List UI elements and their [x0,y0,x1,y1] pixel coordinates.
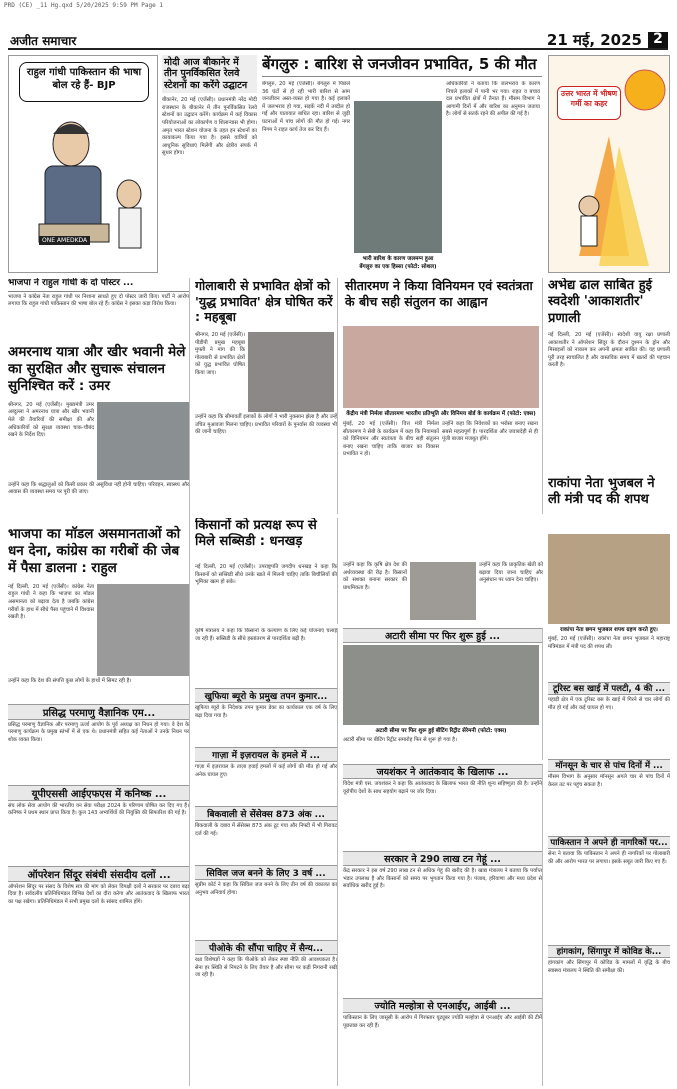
story-body: मौसम विभाग के अनुसार मॉनसून अगले चार से पांच दिनों में केरल तट पर पहुंच सकता है। [548,774,670,788]
cartoon-speech-bubble: उत्तर भारत में भीषण गर्मी का कहर [557,86,621,120]
story-body: केंद्र सरकार ने इस वर्ष 290 लाख टन से अधिक गेहूं की खरीद की है। खाद्य मंत्रालय ने बताया कि पर्याप्त भंडार उपलब्ध है और किसानों को समय पर भुगतान किया गया है। पंजाब, हरियाणा और मध्य प्रदेश से सर्वाधिक खरीद हुई है। [343,868,542,890]
newspaper-name: अजीत समाचार [10,34,77,48]
story-body: प्रसिद्ध परमाणु वैज्ञानिक और परमाणु ऊर्जा आयोग के पूर्व अध्यक्ष का निधन हो गया। वे देश के परमाणु कार्यक्रम के प्रमुख स्तंभों में से एक थे। प्रधानमंत्री सहित कई नेताओं ने उनके निधन पर शोक व्यक्त किया। [8,721,189,743]
story-body: रक्षा विशेषज्ञों ने कहा कि पीओके को लेकर स्पष्ट नीति की आवश्यकता है। सेना हर स्थिति से निपटने के लिए तैयार है और सीमा पर कड़ी निगरानी रखी जा रही है। [195,957,337,979]
headline: मोदी आज बीकानेर में तीन पुनर्विकसित रेलवे स्टेशनों का करेंगे उद्घाटन [162,55,257,93]
right-column [548,278,670,1086]
story-body: कृषि मंत्रालय ने कहा कि किसानों के कल्याण के लिए कई योजनाएं चलाई जा रही हैं। सब्सिडी के सीधे हस्तांतरण से पारदर्शिता बढ़ी है। [195,628,337,642]
story-body-2: उन्होंने कहा कि देश की संपत्ति कुछ लोगों के हाथों में सिमट रही है। [8,677,132,684]
story-body: भाजपा ने कांग्रेस नेता राहुल गांधी पर निशाना साधते हुए दो पोस्टर जारी किए। पार्टी ने आरोप लगाया कि राहुल गांधी पाकिस्तान की भाषा बोल रहे हैं। कांग्रेस ने इसका कड़ा विरोध किया। [8,293,189,308]
headline-bus: टूरिस्ट बस खाई में पलटी, 4 की ... [548,682,670,695]
issue-date: 21 मई, 2025 [546,32,642,49]
headline-gaza: गाज़ा में इज़रायल के हमले में ... [195,747,337,762]
story-body-2: उन्होंने कहा कि सीमावर्ती इलाकों के लोगों ने भारी नुकसान झेला है और उन्हें उचित मुआवजा मिलना चाहिए। प्रभावित परिवारों के पुनर्वास की व्यवस्था भी की जानी चाहिए। [195,414,337,436]
headline-monsoon: मॉनसून के चार से पांच दिनों में ... [548,759,670,772]
sun-drawing [549,56,670,273]
headline-jaishankar: जयशंकर ने आतंकवाद के खिलाफ ... [343,764,542,779]
photo-caption: केंद्रीय मंत्री निर्मला सीतारमण भारतीय प्रतिभूति और विनिमय बोर्ड के कार्यक्रम में (फोटो: एक्स) [343,408,539,418]
sitharaman-photo [343,326,539,418]
headline-judge: सिविल जज बनने के लिए 3 वर्ष ... [195,865,337,880]
headline-wheat: सरकार ने 290 लाख टन गेहूं ... [343,851,542,866]
headline-scientist: प्रसिद्ध परमाणु वैज्ञानिक एम... [8,704,190,720]
headline-congress: भाजपा का मॉडल असमानताओं को धन देना, कांग्रेस का गरीबों की जेब में पैसा डालना : राहुल [8,525,181,576]
headline-sensex: बिकवाली से सेंसेक्स 873 अंक ... [195,806,337,821]
page-number: 2 [648,32,668,49]
dhankhar-photo [410,562,476,620]
story-attari [343,628,543,760]
story-body: उन्होंने कहा कि कृषि क्षेत्र देश की अर्थव्यवस्था की रीढ़ है। किसानों को सशक्त बनाना सरकार की प्राथमिकता है। [343,562,407,591]
story-body-2: अधिकारियों ने बताया कि जलभराव के कारण निचले इलाकों में पानी भर गया। राहत व बचाव दल प्रभावित क्षेत्रों में तैनात हैं। मौसम विभाग ने आगामी दिनों में और बारिश का अनुमान जताया है। लोगों से सतर्क रहने की अपील की गई है। [446,81,540,118]
story-body: मुंबई, 20 मई (एजेंसी)। वित्त मंत्री निर्मला सीतारमण ने सेबी के कार्यक्रम में कहा कि नियामकों को विनियमन और स्वतंत्रता के बीच सही संतुलन बनाए रखना चाहिए ताकि बाजार का विकास प्रभावित न हो। [343,421,439,458]
dhankhar-continued [343,518,543,624]
story-mehbooba [195,278,338,514]
right-center-briefs [343,764,543,1086]
photo-caption: भारी बारिश के कारण जलमग्न हुआ बेंगलुरु का एक हिस्सा (फोटो: सोशल) [354,253,442,271]
mehbooba-photo [248,332,334,412]
story-body: पाकिस्तान के लिए जासूसी के आरोप में गिरफ्तार यूट्यूबर ज्योति मल्होत्रा से एनआईए और आईबी की टीमें पूछताछ कर रही हैं। [343,1015,542,1029]
story-body: बेंगलुरु, 20 मई (एजेंसी)। बेंगलुरु में पिछले 36 घंटों से हो रही भारी बारिश से आम जनजीवन अस्त-व्यस्त हो गया है। कई इलाकों में जलभराव हो गया, सड़कें नदी में तब्दील हो गईं और यातायात बाधित रहा। बारिश से जुड़ी घटनाओं में पांच लोगों की मौत हो गई। नगर निगम ने राहत कार्य तेज कर दिए हैं। [262,81,350,133]
headline-akashteer: अभेद्य ढाल साबित हुई स्वदेशी 'आकाशतीर' प्रणाली [548,278,652,326]
story-body: नई दिल्ली, 20 मई (एजेंसी)। कांग्रेस नेता राहुल गांधी ने कहा कि भाजपा का मॉडल असमानता को बढ़ावा देता है जबकि कांग्रेस गरीबों के हाथ में सीधे पैसा पहुंचाने में विश्वास रखती है। [8,583,94,621]
headline-upsc: यूपीएससी आईएफएस में कनिष्क ... [8,785,190,801]
center-briefs [195,628,338,1086]
story-body: बिकवाली के दबाव में सेंसेक्स 873 अंक टूट गया और निफ्टी में भी गिरावट दर्ज की गई। [195,823,337,837]
story-body: संघ लोक सेवा आयोग की भारतीय वन सेवा परीक्षा 2024 के परिणाम घोषित कर दिए गए हैं। कनिष्क ने प्रथम स्थान प्राप्त किया है। कुल 143 अभ्यर्थियों की नियुक्ति की सिफारिश की गई है। [8,802,189,817]
story-modi [162,55,257,273]
cartoon-rahul [8,55,158,273]
story-body: गाज़ा में इज़रायल के ताज़ा हवाई हमलों में कई लोगों की मौत हो गई और अनेक घायल हुए। [195,764,337,778]
headline: अटारी सीमा पर फिर शुरू हुई ... [343,628,542,643]
story-body: खुफिया ब्यूरो के निदेशक तपन कुमार डेका का कार्यकाल एक वर्ष के लिए बढ़ा दिया गया है। [195,705,337,719]
photo-caption: अटारी सीमा पर फिर शुरू हुई बीटिंग रिट्रीट सेरेमनी (फोटो: एक्स) [343,725,539,735]
story-body: ऑपरेशन सिंदूर पर संसद के विशेष सत्र की मांग को लेकर विपक्षी दलों ने सरकार पर दबाव बढ़ा दिया है। सर्वदलीय प्रतिनिधिमंडल विभिन्न देशों का दौरा करेगा और आतंकवाद के खिलाफ भारत का पक्ष रखेगा। प्रतिनिधिमंडल में सभी प्रमुख दलों के सांसद शामिल होंगे। [8,883,189,905]
masthead [8,32,668,50]
story-body: नई दिल्ली, 20 मई (एजेंसी)। स्वदेशी वायु रक्षा प्रणाली आकाशतीर ने ऑपरेशन सिंदूर के दौरान दुश्मन के ड्रोन और मिसाइलों को नाकाम कर अपनी क्षमता साबित की। यह प्रणाली पूरी तरह स्वचालित है और वास्तविक समय में खतरों की पहचान करती है। [548,332,670,369]
headline-jyoti: ज्योति मल्होत्रा से एनआईए, आईबी ... [343,998,542,1013]
story-body: हांगकांग और सिंगापुर में कोविड के मामलों में वृद्धि के बीच स्वास्थ्य मंत्रालय ने स्थिति की समीक्षा की। [548,960,670,974]
headline-parliament: ऑपरेशन सिंदूर संबंधी संसदीय दलों ... [8,866,190,882]
left-column [8,278,190,1086]
story-bengaluru [262,55,542,273]
omar-photo [97,402,189,480]
story-body: पहाड़ी क्षेत्र में एक टूरिस्ट बस के खाई में गिरने से चार लोगों की मौत हो गई और कई घायल हो गए। [548,697,670,711]
story-body: बीकानेर, 20 मई (एजेंसी)। प्रधानमंत्री नरेंद्र मोदी राजस्थान के बीकानेर में तीन पुनर्विकसित रेलवे स्टेशनों का उद्घाटन करेंगे। कार्यक्रम में कई विकास परियोजनाओं का लोकार्पण व शिलान्यास भी होगा। अमृत भारत स्टेशन योजना के तहत इन स्टेशनों का कायाकल्प किया गया है। इससे यात्रियों को आधुनिक सुविधाएं मिलेंगी और क्षेत्रीय संपर्क में सुधार होगा। [162,97,257,157]
story-body: श्रीनगर, 20 मई (एजेंसी)। मुख्यमंत्री उमर अब्दुल्ला ने अमरनाथ यात्रा और खीर भवानी मेले की तैयारियों की समीक्षा की और अधिकारियों को सुरक्षा व्यवस्था चाक-चौबंद रखने के निर्देश दिए। [8,401,94,439]
headline-bhujbal: राकांपा नेता भुजबल ने ली मंत्री पद की शपथ [548,476,655,508]
story-body: अटारी सीमा पर बीटिंग रिट्रीट समारोह फिर से शुरू हो गया है। [343,737,457,743]
headline-omar: अमरनाथ यात्रा और खीर भवानी मेले का सुरक्षित और सुचारू संचालन सुनिश्चित करें : उमर [8,343,186,394]
story-body: मुंबई, 20 मई (एजेंसी)। राकांपा नेता छगन भुजबल ने महाराष्ट्र मंत्रिमंडल में मंत्री पद की शपथ ली। [548,636,670,650]
headline: गोलाबारी से प्रभावित क्षेत्रों को 'युद्ध प्रभावित' क्षेत्र घोषित करें : महबूबा [195,278,333,325]
photo-caption: राकांपा नेता छगन भुजबल शपथ ग्रहण करते हुए। [548,624,670,634]
cartoon-drawing [9,104,158,273]
headline-pok: पीओके की सौंपा चाहिए में सैन्य... [195,940,337,955]
headline-rahul-poster: भाजपा ने राहुल गांधी के दो पोस्टर ... [8,278,189,292]
story-body: सेना ने बताया कि पाकिस्तान ने अपने ही नागरिकों पर गोलाबारी की और आरोप भारत पर लगाया। इसके सबूत जारी किए गए हैं। [548,851,670,865]
story-body: श्रीनगर, 20 मई (एजेंसी)। पीडीपी प्रमुख महबूबा मुफ्ती ने मांग की कि गोलाबारी से प्रभावित क्षेत्रों को युद्ध प्रभावित घोषित किया जाए। [195,332,245,376]
story-dhankhar [195,518,338,624]
rahul-photo [97,584,189,676]
flood-photo [354,101,442,271]
headline: सीतारमण ने किया विनियमन एवं स्वतंत्रता के बीच सही संतुलन का आह्वान [345,278,533,309]
headline-ib: खुफिया ब्यूरो के प्रमुख तपन कुमार... [195,688,337,703]
attari-photo [343,645,539,735]
cartoon-speech-bubble: राहुल गांधी पाकिस्तान की भाषा बोल रहे हैं- BJP [19,62,149,102]
cartoon-heat [548,55,670,273]
headline-pakistan: पाकिस्तान ने अपने ही नागरिकों पर... [548,836,670,849]
headline: किसानों को प्रत्यक्ष रूप से मिले सब्सिडी : धनखड़ [195,518,317,550]
headline: बेंगलुरु : बारिश से जनजीवन प्रभावित, 5 की मौत [262,55,542,77]
cartoon-tag: ONE AMEDKDA [39,236,90,245]
story-body: सुप्रीम कोर्ट ने कहा कि सिविल जज बनने के लिए तीन वर्ष की वकालत का अनुभव अनिवार्य होगा। [195,882,337,896]
story-body-2: उन्होंने कहा कि निवेशकों का भरोसा बनाए रखना सबसे महत्वपूर्ण है। पारदर्शिता और जवाबदेही से ही पूंजी बाजार मजबूत होंगे। [442,421,538,443]
story-body: विदेश मंत्री एस. जयशंकर ने कहा कि आतंकवाद के खिलाफ भारत की नीति शून्य सहिष्णुता की है। उन्होंने यूरोपीय देशों के साथ सहयोग बढ़ाने पर जोर दिया। [343,781,542,795]
story-sitharaman [343,278,543,514]
story-body: नई दिल्ली, 20 मई (एजेंसी)। उपराष्ट्रपति जगदीप धनखड़ ने कहा कि किसानों को सब्सिडी सीधे उनके खाते में मिलनी चाहिए ताकि बिचौलियों की भूमिका खत्म हो सके। [195,564,337,586]
story-body-2: उन्होंने कहा कि प्राकृतिक खेती को बढ़ावा दिया जाना चाहिए और अनुसंधान पर ध्यान देना चाहिए। [479,562,543,584]
bhujbal-photo [548,534,670,634]
print-meta: PRD (CE) _11 Hg.qxd 5/20/2025 9:59 PM Page 1 [4,2,163,9]
story-body-2: उन्होंने कहा कि श्रद्धालुओं को किसी प्रकार की असुविधा नहीं होनी चाहिए। परिवहन, स्वास्थ्य और आवास की व्यवस्था समय पर पूरी की जाए। [8,481,189,496]
headline-covid: हांगकांग, सिंगापुर में कोविड के... [548,945,670,958]
